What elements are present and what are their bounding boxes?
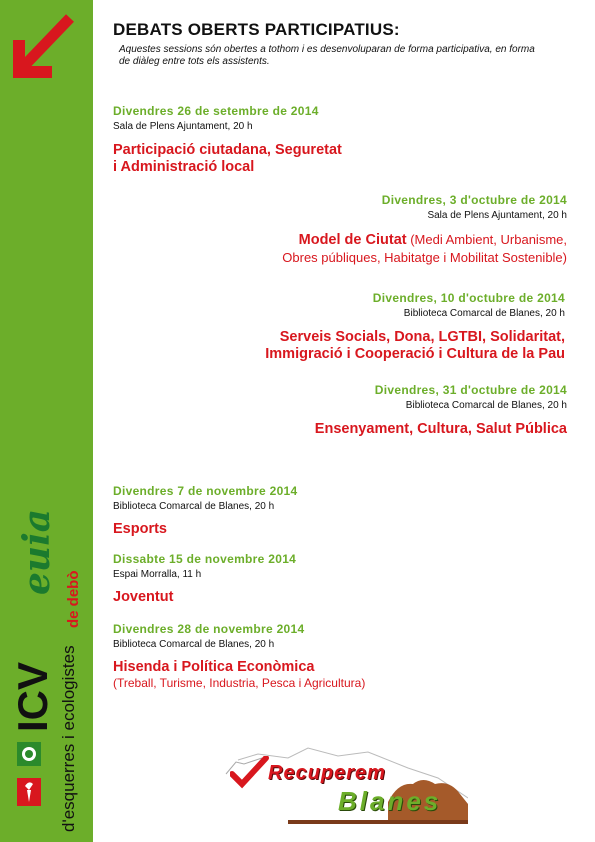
session-4 — [315, 383, 567, 438]
session-topic-line2: i Administració local — [113, 159, 255, 175]
session-place: Biblioteca Comarcal de Blanes, 20 h — [113, 639, 275, 650]
icv-emblem-icon — [17, 778, 41, 806]
session-topic: Serveis Socials, Dona, LGTBI, Solidaritat, — [279, 329, 565, 345]
arrow-down-left-icon — [0, 0, 93, 96]
session-topic: Participació ciutadana, Seguretat — [113, 142, 342, 158]
session-place: Espai Morralla, 11 h — [113, 569, 202, 580]
session-date: Divendres 28 de novembre 2014 — [113, 622, 305, 636]
euia-logo-text: euia — [16, 508, 58, 595]
page-title: DEBATS OBERTS PARTICIPATIUS: — [113, 20, 400, 39]
main-content — [93, 0, 595, 842]
session-topic: Ensenyament, Cultura, Salut Pública — [314, 421, 567, 437]
session-2 — [282, 193, 567, 266]
session-date: Divendres, 3 d'octubre de 2014 — [381, 193, 567, 207]
session-place: Biblioteca Comarcal de Blanes, 20 h — [405, 400, 567, 411]
sidebar-slogan: d'esquerres i ecologistes — [59, 645, 78, 832]
left-sidebar — [0, 0, 93, 842]
intro-text: Aquestes sessions són obertes a tothom i es desenvoluparan de forma participativa, en forma de diàleg entre tots els assistents. — [119, 44, 535, 67]
session-7 — [113, 622, 365, 690]
session-topic-bold: Model de Ciutat — [298, 232, 407, 248]
session-date: Divendres 26 de setembre de 2014 — [113, 104, 319, 118]
logo-word-recuperem: Recuperem — [268, 762, 386, 784]
session-topic: Esports — [113, 521, 167, 537]
session-topic-line2: Immigració i Cooperació i Cultura de la Pau — [265, 346, 565, 362]
session-date: Dissabte 15 de novembre 2014 — [113, 552, 297, 566]
session-place: Biblioteca Comarcal de Blanes, 20 h — [113, 501, 275, 512]
session-date: Divendres, 10 d'octubre de 2014 — [372, 291, 565, 305]
session-topic-rest: (Medi Ambient, Urbanisme, — [406, 232, 567, 247]
recuperem-blanes-logo — [138, 742, 468, 827]
session-topic: Joventut — [113, 589, 174, 605]
session-1 — [113, 104, 342, 176]
session-date: Divendres, 31 d'octubre de 2014 — [374, 383, 567, 397]
session-topic-line2: (Treball, Turisme, Industria, Pesca i Agricultura) — [113, 676, 366, 690]
session-place: Sala de Plens Ajuntament, 20 h — [427, 210, 567, 221]
session-topic — [282, 231, 567, 249]
icv-sun-icon — [17, 742, 41, 766]
checkmark-icon — [230, 756, 270, 796]
logo-word-blanes: Blanes — [338, 786, 442, 816]
session-5 — [113, 484, 298, 538]
session-6 — [113, 552, 296, 606]
icv-text: ICV — [9, 661, 56, 732]
session-topic-line2: Obres públiques, Habitatge i Mobilitat Sostenible) — [282, 250, 567, 265]
session-date: Divendres 7 de novembre 2014 — [113, 484, 298, 498]
session-topic: Hisenda i Política Econòmica — [113, 659, 315, 675]
session-place: Biblioteca Comarcal de Blanes, 20 h — [403, 308, 565, 319]
session-3 — [265, 291, 565, 363]
sidebar-debo: de debò — [65, 570, 82, 628]
session-place: Sala de Plens Ajuntament, 20 h — [113, 121, 253, 132]
